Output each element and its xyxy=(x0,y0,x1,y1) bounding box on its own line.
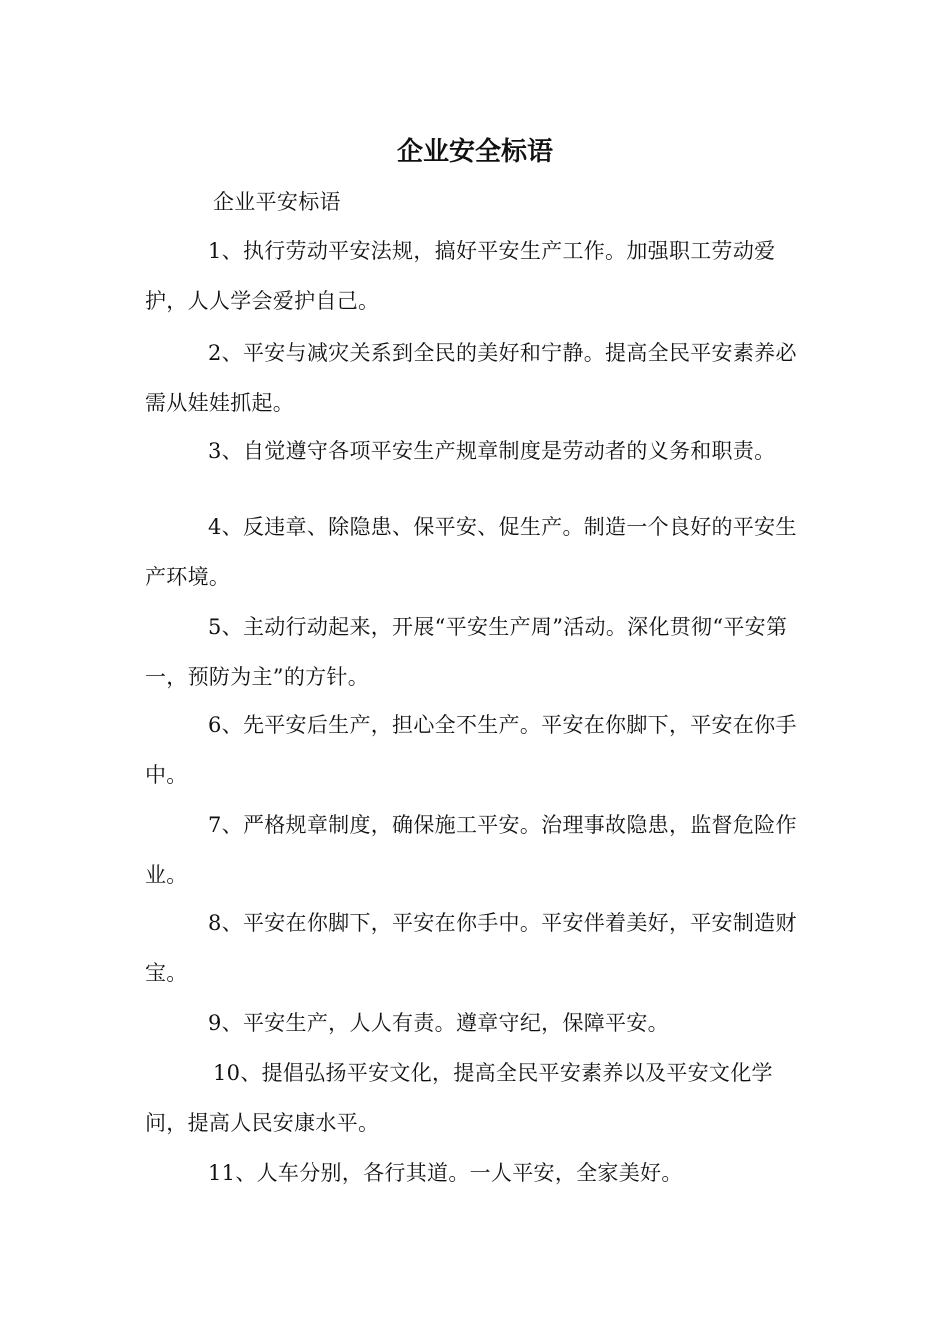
slogan-item: 6、先平安后生产，担心全不生产。平安在你脚下，平安在你手中。 xyxy=(145,713,797,787)
slogan-item: 1、执行劳动平安法规，搞好平安生产工作。加强职工劳动爱护，人人学会爱护自己。 xyxy=(145,239,776,313)
slogan-item: 4、反违章、除隐患、保平安、促生产。制造一个良好的平安生产环境。 xyxy=(145,515,797,589)
slogan-item: 7、严格规章制度，确保施工平安。治理事故隐患，监督危险作业。 xyxy=(145,813,797,887)
slogan-item: 5、主动行动起来，开展“平安生产周”活动。深化贯彻“平安第一，预防为主”的方针。 xyxy=(145,615,788,689)
slogan-item: 3、自觉遵守各项平安生产规章制度是劳动者的义务和职责。 xyxy=(208,439,776,463)
slogan-item: 9、平安生产，人人有责。遵章守纪，保障平安。 xyxy=(208,1011,669,1035)
slogan-item: 11、人车分别，各行其道。一人平安，全家美好。 xyxy=(208,1161,683,1185)
document-subtitle: 企业平安标语 xyxy=(213,190,341,214)
slogan-item: 8、平安在你脚下，平安在你手中。平安伴着美好，平安制造财宝。 xyxy=(145,911,797,985)
slogan-item: 10、提倡弘扬平安文化，提高全民平安素养以及平安文化学问，提高人民安康水平。 xyxy=(145,1061,773,1135)
slogan-item: 2、平安与减灾关系到全民的美好和宁静。提高全民平安素养必需从娃娃抓起。 xyxy=(145,341,797,415)
document-title: 企业安全标语 xyxy=(396,137,553,167)
